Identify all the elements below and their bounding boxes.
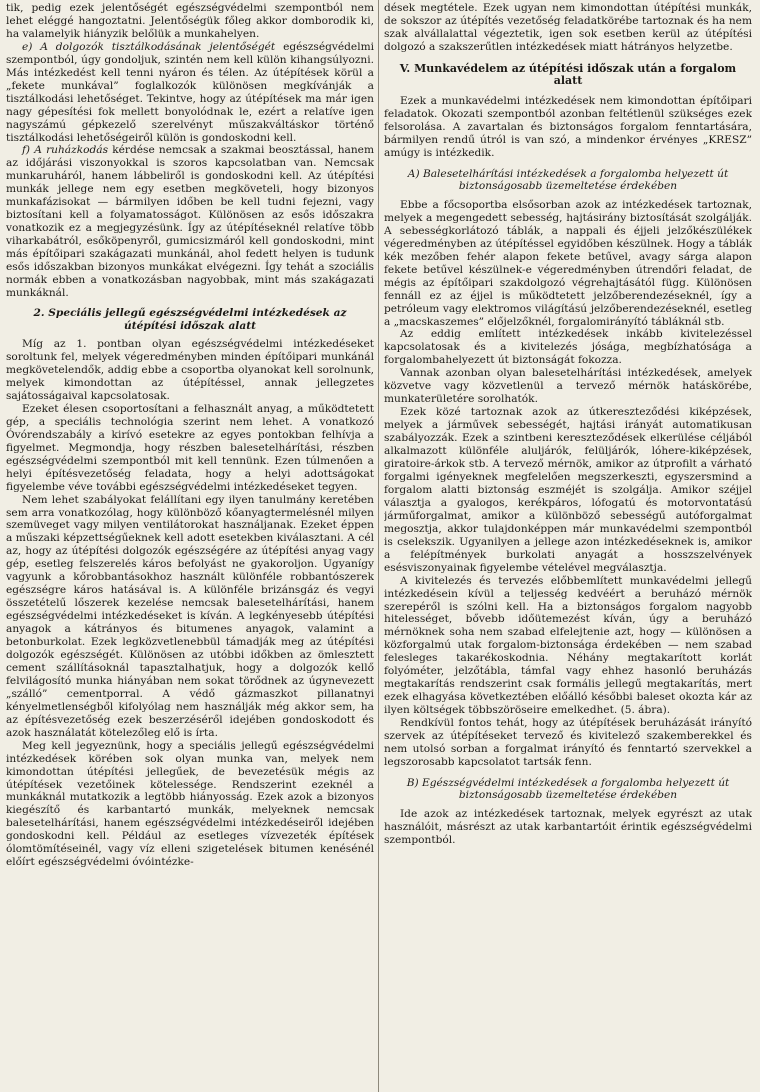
paragraph: Vannak azonban olyan balesetelhárítási intézkedések, amelyek közvetve vagy közvetlenül a tervező mérnök hatáskörébe, munkaterületére sorolhatók. (384, 367, 752, 406)
paragraph: Ezeket élesen csoportosítani a felhasznált anyag, a működtetett gép, a speciális technológia szerint nem lehet. A vonatkozó Óvórendszabály a kirívó esetekre az egyes pontokban felhívja a figyelmet. Megmondja, hogy részben balesetelhárítási, részben egészségvédelmi szempontból mit kell tennünk. Ezen túlmenően a helyi építésvezetőség feladata, hogy a helyi adottságokat figyelembe véve további egészségvédelmi intézkedéseket tegyen. (6, 402, 374, 493)
left-column (6, 2, 374, 1090)
paragraph: A kivitelezés és tervezés előbbemlített munkavédelmi jellegű intézkedésein kívül a teljesség kedvéért a beruházó mérnök szerepéről is szólni kell. Ha a biztonságos forgalom nagyobb hitelességet, bővebb időütemezést kíván, úgy a beruházó mérnöknek soha nem szabad elfelejtenie azt, hogy — különösen a közforgalmú utak forgalom-biztonsága érdekében — nem szabad felesleges takarékoskodnia. Néhány megtakarított korlát folyóméter, jelzőtábla, támfal vagy ehhez hasonló beruházás megtakarítás rendszerint csak formális jellegű megtakarítás, mert ezek elhagyása következtében előálló későbbi baleset okozta kár az ilyen költségek többszöröseire emelkedhet. (5. ábra). (384, 574, 752, 717)
column-divider (378, 0, 379, 1092)
paragraph: Ide azok az intézkedések tartoznak, melyek egyrészt az utak használóit, másrészt az utak karbantartóit érintik egészségvédelmi szempontból. (384, 808, 752, 846)
paragraph: Míg az 1. pontban olyan egészségvédelmi intézkedéseket soroltunk fel, melyek végeredményben minden építőipari munkánál megkövetelendők, addig ebbe a csoportba olyanokat kell sorolnunk, melyek kimondottan az útépítéssel, annak jellegzetes sajátosságaival kapcsolatosak. (6, 338, 374, 402)
paragraph-lead: f) A ruházkodás (22, 144, 109, 157)
paragraph-lead: e) A dolgozók tisztálkodásának jelentőségét (22, 40, 276, 53)
subsection-heading-a: A) Balesetelhárítási intézkedések a forgalomba helyezett út biztonságosabb üzemeltetése érdekében (407, 167, 729, 193)
paragraph: Nem lehet szabályokat felállítani egy ilyen tanulmány keretében sem arra vonatkozólag, hogy különböző kőanyagtermelésnél milyen szemüveget vagy milyen ventilátorokat használjanak. Ezeket éppen a műszaki képzettségűeknek kell adott esetekben kiválasztani. A cél az, hogy az útépítési dolgozók egészségére az útépítési anyag vagy gép, esetleg felszerelés káros befolyást ne gyakoroljon. Ugyanígy vagyunk a kőrobbantásokhoz használt különféle robbantószerek egészségre káros hatásával is. A különféle brizánsgáz és vegyi összetételű lőszerek kezelése nemcsak balesetelhárítási, hanem egészségvédelmi intézkedéseket is kíván. A legkényesebb útépítési anyagok a kátrányos és bitumenes anyagok, valamint a betonburkolat. Ezek legközvetlenebbül támadják meg az útépítési dolgozók egészségét. Különösen az utóbbi időkben az ömlesztett cement szállításoknál tapasztalhatjuk, hogy a dolgozók kellő felvilágosító munka hiányában nem sokat törődnek az úgynevezett „szálló” cementporral. A védő gázmaszkot pillanatnyi kényelmetlenségből kifolyólag nem használják még akkor sem, ha az építésvezetőség ezek beszerzéséről idejében gondoskodott és azok használatát kötelezőleg elő is írta. (6, 493, 374, 739)
paragraph: Ezek a munkavédelmi intézkedések nem kimondottan építőipari feladatok. Okozati szempontból azonban feltétlenül szükséges ezek felsorolása. A zavartalan és biztonságos forgalom fenntartására, bármilyen rendű útról is van szó, a mindenkor érvényes „KRESZ” amúgy is intézkedik. (384, 95, 752, 159)
chapter-heading: V. Munkavédelem az útépítési időszak után a forgalom alatt (399, 61, 737, 88)
paragraph-body: kérdése nemcsak a szakmai beosztással, hanem az időjárási viszonyokkal is szoros kapcsolatban van. Nemcsak munkaruháról, hanem lábbeliről is gondoskodni kell. Az útépítési munkák jellege nem egy esetben megköveteli, hogy bizonyos munkafázisokat — bármilyen időben be kell tudni fejezni, vagy biztosítani kell a folyamatosságot. Különösen az esős időszakra vonatkozik ez a megjegyzésünk. Így az útépítéseknél relatíve több viharkabátról, esőköpenyről, gumicsizmáról kell gondoskodni, mint más építőipari szakágazati munkánál, ahol fedett helyen is tudunk esős időszakban bizonyos munkákat elvégezni. Így tehát a szociális normák ebben a vonatkozásban nagyobbak, mint más szakágazati munkáknál. (6, 144, 374, 299)
paragraph: Ebbe a főcsoportba elsősorban azok az intézkedések tartoznak, melyek a megengedett sebesség, hajtásirány biztosítását szolgálják. A sebességkorlátozó táblák, a nappali és éjjeli jelzőkészülékek végeredményben az útépítéssel egyidőben készülnek. Hogy a táblák kék mezőben fehér alapon fekete betűvel, avagy sárga alapon fekete betűvel készülnek-e végeredményben útrendőri feladat, de mégis az építőipari szakdolgozó végrehajtásától függ. Különösen fennáll ez az éjjel is működtetett jelzőberendezéseknél, így a petróleum vagy elektromos világítású jelzőberendezéseknél, esetleg a „macskaszemes” előjelzőknél, forgalomirányító tábláknál stb. (384, 198, 752, 328)
paragraph: Meg kell jegyeznünk, hogy a speciális jellegű egészségvédelmi intézkedések körében sok olyan munka van, melyek nem kimondottan útépítési jellegűek, de bevezetésük mégis az útépítések vezetőinek kötelessége. Rendszerint ezeknél a munkáknál mutatkozik a legtöbb hiányosság. Ezek azok a bizonyos kiegészítő és karbantartó munkák, melyeknek nemcsak balesetelhárítási, hanem egészségvédelmi intézkedéseiről idejében gondoskodni kell. Például az esetleges vízvezeték építések ólomtömítéseinél, vagy víz elleni szigetelések bitumen kenésénél előírt egészségvédelmi óvóintézke- (6, 739, 374, 869)
paragraph: Az eddig említett intézkedések inkább kivitelezéssel kapcsolatosak és a kivitelezés jósága, megbízhatósága a forgalombahelyezett út biztonságát fokozza. (384, 328, 752, 367)
paragraph: Ezek közé tartoznak azok az útkereszteződési kiképzések, melyek a járművek sebességét, hajtási irányát automatikusan szabályozzák. Ezek a szintbeni kereszteződések elkerülése céljából alkalmazott különféle aluljárók, felüljárók, lóhere-kiképzések, giratoire-árkok stb. A tervező mérnök, amikor az útprofilt a várható forgalmi igényeknek megfelelően megszerkeszti, egyszersmind a forgalom alatti biztonság eszméjét is szolgálja. Amikor széjjel választja a gyalogos, kerékpáros, lófogatú és motorvontatású járműforgalmat, amikor a különböző sebességű autóforgalmat megosztja, akkor tulajdonképpen már munkavédelmi szempontból is cselekszik. Ugyanilyen a jellege azon intézkedéseknek is, amikor a felépítmények burkolati anyagát a hosszszelvények esésviszonyainak figyelembe vételével megválasztja. (384, 406, 752, 574)
paragraph: dések megtétele. Ezek ugyan nem kimondottan útépítési munkák, de sokszor az útépítés vezetőség feladatkörébe tartoznak és ha nem szak alvállalattal végeztetik, igen sok esetben kerül az útépítési dolgozó a szakszerűtlen intézkedések miatt hátrányos helyzetbe. (384, 2, 752, 53)
subsection-heading-b: B) Egészségvédelmi intézkedések a forgalomba helyezett út biztonságosabb üzemeltetése érdekében (406, 776, 730, 802)
paragraph: tik, pedig ezek jelentőségét egészségvédelmi szempontból nem lehet eléggé hangoztatni. Jelentőségük főleg akkor domborodik ki, ha valamelyik hiányzik belőlük a munkahelyen. (6, 2, 374, 40)
right-column (384, 2, 752, 1090)
section-heading: 2. Speciális jellegű egészségvédelmi intézkedések az útépítési időszak alatt (33, 306, 347, 332)
paragraph (6, 41, 374, 145)
paragraph: Rendkívül fontos tehát, hogy az útépítések beruházását irányító szervek az útépítéseket tervező és kivitelező szakemberekkel és nem utolsó sorban a forgalmat irányító és fenntartó szervekkel a legszorosabb kapcsolatot tartsák fenn. (384, 717, 752, 768)
paragraph-body: egészségvédelmi szempontból, úgy gondoljuk, szintén nem kell külön kihangsúlyozni. Más intézkedést kell tenni nyáron és télen. Az útépítések körül a „fekete munkával” foglalkozók különösen megkívánják a tisztálkodási lehetőséget. Tekintve, hogy az útépítések ma már igen nagy gépesítési fok mellett bonyolódnak le, ezért a relatíve igen nagyszámú gépkezelő szerelvényt műszakváltáskor történő tisztálkodási lehetőségeiről külön is gondoskodni kell. (6, 40, 374, 144)
paragraph (6, 144, 374, 299)
